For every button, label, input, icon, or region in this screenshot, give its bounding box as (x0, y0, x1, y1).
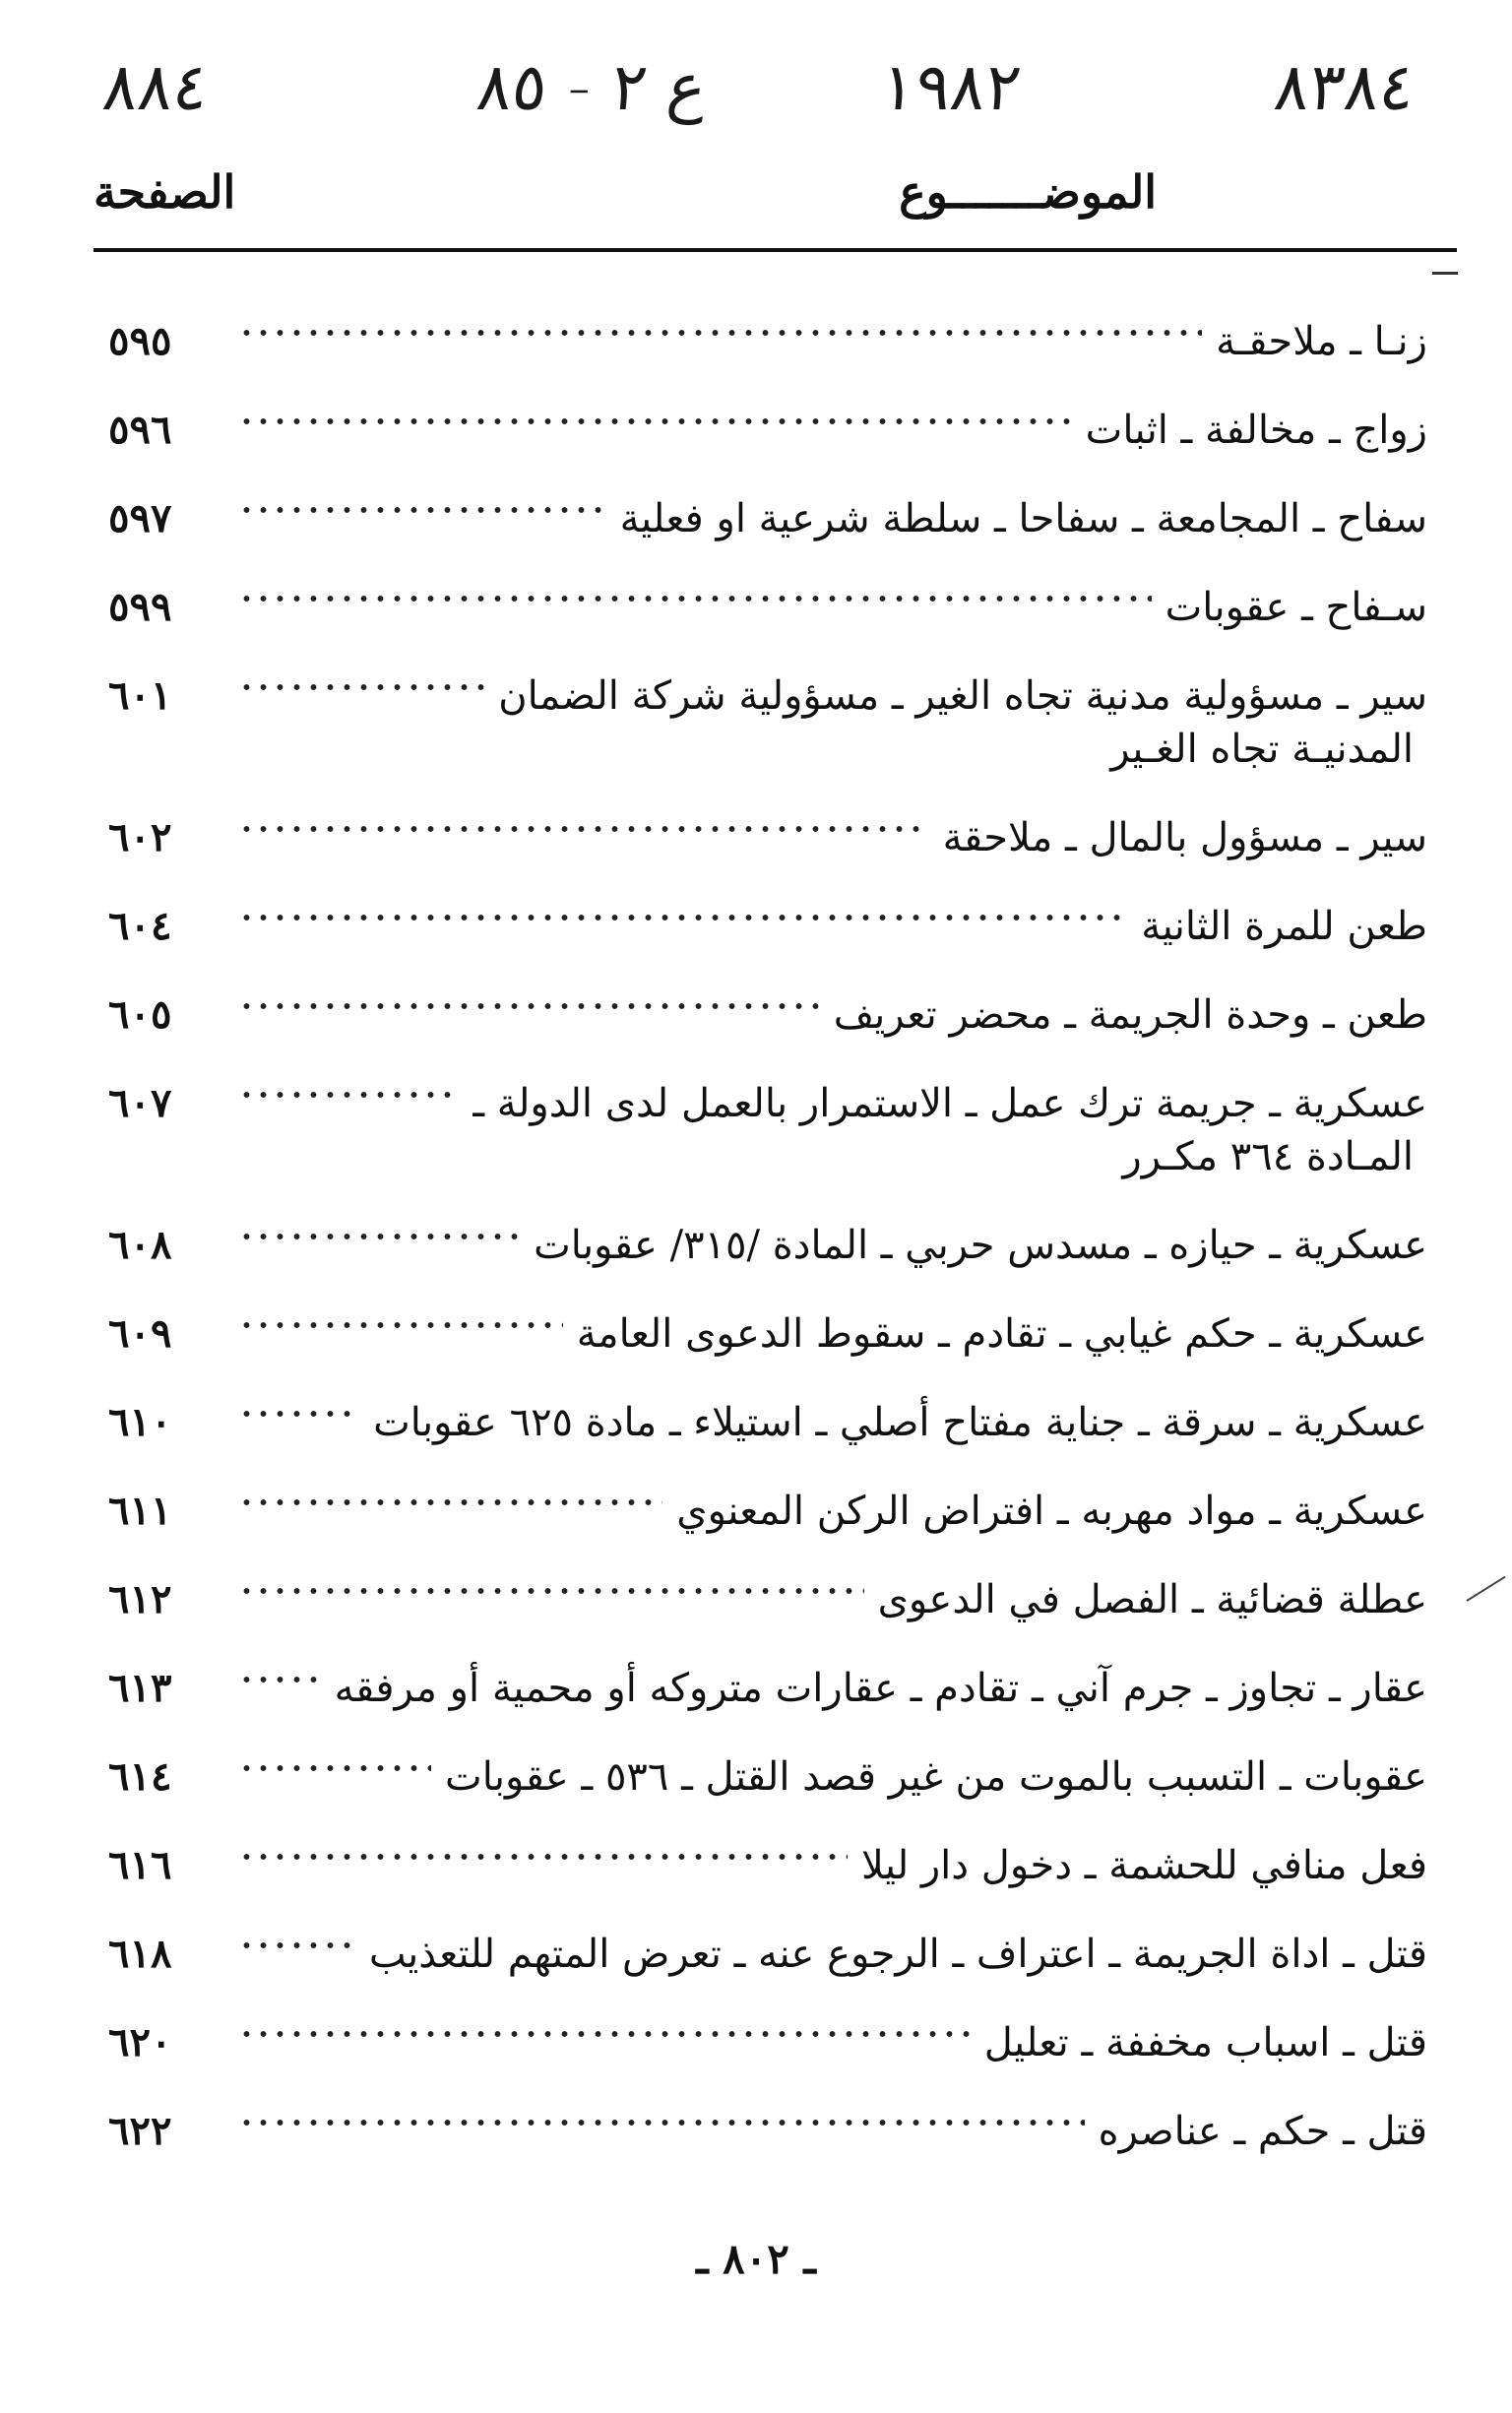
entry-page-number: ٦١٨ (108, 1931, 172, 1977)
dot-leader (238, 2105, 1085, 2158)
index-entry (108, 900, 1427, 953)
index-entry (108, 315, 1427, 368)
entry-page-number: ٥٩٧ (108, 495, 172, 541)
entry-page-number: ٦٢٠ (108, 2019, 172, 2065)
index-entry (108, 2016, 1427, 2069)
entry-page-number: ٦١٣ (108, 1665, 172, 1711)
header-divider (94, 248, 1457, 252)
index-entry (108, 1573, 1427, 1626)
index-entry (108, 1077, 1427, 1183)
dot-leader (238, 1219, 520, 1272)
index-entry (108, 1662, 1427, 1715)
index-entry (108, 404, 1427, 457)
entry-page-number: ٥٩٥ (108, 318, 172, 364)
dot-leader (238, 1928, 355, 1981)
entry-subject: عقار ـ تجاوز ـ جرم آني ـ تقادم ـ عقارات متروكه أو محمية أو مرفقه (334, 1666, 1427, 1711)
index-entry (108, 1485, 1427, 1538)
page-number-footer: ـ ٨٠٢ ـ (696, 2235, 816, 2283)
page-column-title: الصفحة (94, 165, 236, 219)
handwritten-note: ٨٣٨٤ (1270, 49, 1418, 125)
entry-page-number: ٦٠٧ (108, 1080, 172, 1126)
entry-page-number: ٦١٦ (108, 1842, 172, 1888)
margin-pen-mark (1466, 1576, 1505, 1602)
index-entry (108, 1750, 1427, 1804)
entry-page-number: ٥٩٩ (108, 584, 172, 630)
dot-leader (238, 1839, 848, 1892)
entry-page-number: ٦٠١ (108, 672, 172, 719)
index-entry (108, 2105, 1427, 2158)
entry-page-number: ٦٠٨ (108, 1222, 172, 1268)
entry-subject: عسكرية ـ جريمة ترك عمل ـ الاستمرار بالعمل لدى الدولة ـ (472, 1081, 1427, 1126)
entry-subject: قتل ـ اسباب مخففة ـ تعليل (983, 2020, 1427, 2065)
index-list (108, 315, 1427, 2193)
handwritten-annotations (94, 49, 1432, 148)
dot-leader (238, 581, 1152, 634)
entry-page-number: ٦٠٥ (108, 991, 172, 1038)
dot-leader (238, 1077, 459, 1130)
entry-subject: قتل ـ حكم ـ عناصره (1098, 2109, 1427, 2154)
entry-subject: فعل منافي للحشمة ـ دخول دار ليلا (861, 1843, 1427, 1888)
dot-leader (238, 988, 820, 1042)
entry-page-number: ٦٠٢ (108, 814, 172, 860)
handwritten-note: ٨٨٤ (98, 49, 213, 125)
entry-page-number: ٦١٠ (108, 1399, 172, 1445)
index-entry (108, 1839, 1427, 1892)
index-entry (108, 1219, 1427, 1272)
index-entry (108, 988, 1427, 1042)
dot-leader (238, 492, 606, 545)
entry-page-number: ٦٢٢ (108, 2108, 172, 2154)
dot-leader (238, 811, 929, 864)
dot-leader (238, 315, 1202, 368)
subject-column-title: الموضـــــــوع (899, 165, 1157, 219)
entry-subject: عسكرية ـ مواد مهربه ـ افتراض الركن المعنوي (676, 1489, 1427, 1534)
index-entry (108, 492, 1427, 545)
entry-page-number: ٦١٤ (108, 1753, 172, 1800)
entry-subject: عسكرية ـ حيازه ـ مسدس حربي ـ المادة /٣١٥/ عقوبات (534, 1223, 1427, 1268)
dot-leader (238, 1307, 563, 1361)
divider-mark (1432, 272, 1458, 275)
handwritten-note: ع ٢ - ٨٥ (472, 49, 711, 125)
entry-subject: قتل ـ اداة الجريمة ـ اعتراف ـ الرجوع عنه ـ تعرض المتهم للتعذيب (368, 1932, 1427, 1977)
entry-subject: عسكرية ـ حكم غيابي ـ تقادم ـ سقوط الدعوى العامة (576, 1311, 1427, 1357)
dot-leader (238, 404, 1072, 457)
entry-subject: زنـا ـ ملاحقـة (1216, 319, 1427, 364)
entry-subject: عطلة قضائية ـ الفصل في الدعوى (877, 1577, 1427, 1622)
entry-subject: سير ـ مسؤول بالمال ـ ملاحقة (942, 815, 1427, 860)
entry-subject: سفاح ـ المجامعة ـ سفاحا ـ سلطة شرعية او فعلية (619, 496, 1427, 541)
entry-page-number: ٦٠٤ (108, 903, 172, 949)
dot-leader (238, 1573, 864, 1626)
entry-subject-continuation: المدنيـة تجاه الغـير (1110, 727, 1414, 772)
entry-subject-continuation: المـادة ٣٦٤ مكـرر (1122, 1134, 1414, 1179)
entry-subject: عقوبات ـ التسبب بالموت من غير قصد القتل ـ ٥٣٦ ـ عقوبات (445, 1754, 1427, 1800)
dot-leader (238, 2016, 971, 2069)
index-entry (108, 581, 1427, 634)
index-entry (108, 811, 1427, 864)
index-entry (108, 669, 1427, 776)
dot-leader (238, 669, 484, 723)
dot-leader (238, 1662, 321, 1715)
entry-page-number: ٦١١ (108, 1488, 172, 1534)
dot-leader (238, 900, 1127, 953)
dot-leader (238, 1750, 431, 1804)
column-header (94, 165, 1452, 244)
index-entry (108, 1396, 1427, 1449)
entry-subject: طعن ـ وحدة الجريمة ـ محضر تعريف (833, 992, 1427, 1038)
entry-subject: سير ـ مسؤولية مدنية تجاه الغير ـ مسؤولية شركة الضمان (498, 673, 1427, 719)
entry-page-number: ٦١٢ (108, 1576, 172, 1622)
entry-subject: سـفاح ـ عقوبات (1165, 585, 1427, 630)
entry-page-number: ٥٩٦ (108, 407, 172, 453)
handwritten-note: ١٩٨٢ (876, 49, 1025, 125)
dot-leader (238, 1485, 662, 1538)
entry-page-number: ٦٠٩ (108, 1310, 172, 1357)
index-entry (108, 1928, 1427, 1981)
dot-leader (238, 1396, 359, 1449)
entry-subject: طعن للمرة الثانية (1141, 904, 1427, 949)
entry-subject: زواج ـ مخالفة ـ اثبات (1085, 408, 1427, 453)
index-entry (108, 1307, 1427, 1361)
entry-subject: عسكرية ـ سرقة ـ جناية مفتاح أصلي ـ استيلاء ـ مادة ٦٢٥ عقوبات (373, 1400, 1427, 1445)
